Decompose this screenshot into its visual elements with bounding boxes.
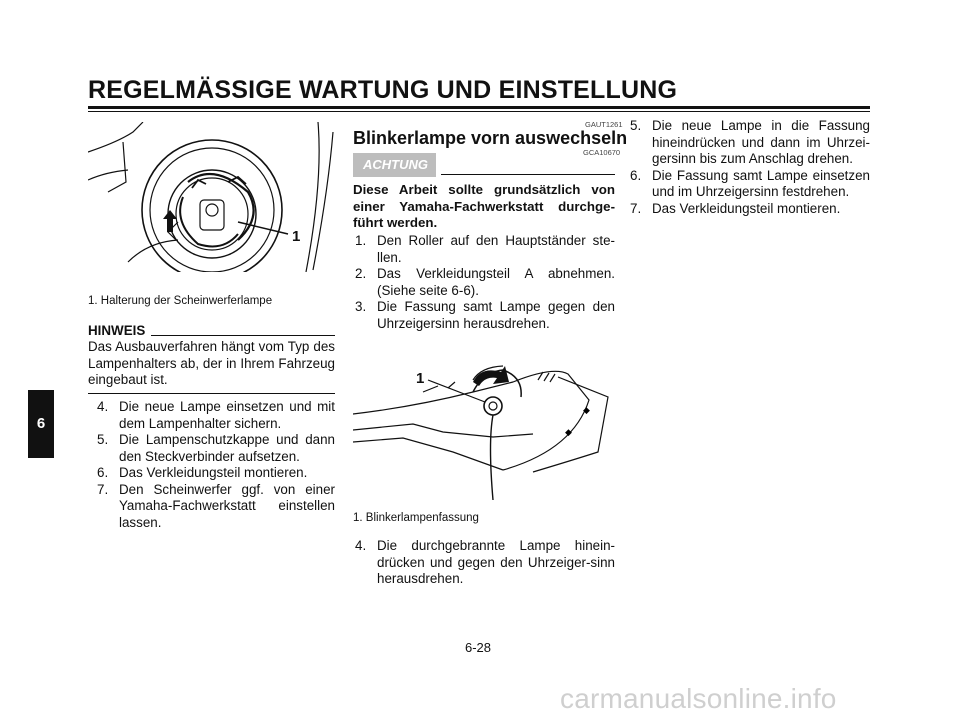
- left-steps-list: [97, 399, 335, 531]
- caution-rule: [441, 174, 615, 175]
- list-item: 4. Die neue Lampe einsetzen und mit dem Lampenhalter sichern.: [97, 399, 335, 431]
- list-item: 7. Das Verkleidungsteil montieren.: [630, 200, 841, 216]
- note-heading-rule: [151, 335, 335, 336]
- page-title: REGELMÄSSIGE WARTUNG UND EINSTELLUNG: [88, 76, 678, 104]
- arrow-up-icon: [163, 210, 177, 232]
- turn-signal-figure: [353, 352, 615, 500]
- list-item: 6. Die Fassung samt Lampe einsetzen und im Uhrzeigersinn festdrehen.: [630, 167, 870, 199]
- figure-caption: 1. Halterung der Scheinwerferlampe: [88, 295, 273, 307]
- chapter-tab[interactable]: 6: [28, 390, 54, 458]
- caution-code: GCA10670: [583, 148, 621, 157]
- title-rule-thin: [88, 111, 870, 112]
- page-number: 6-28: [465, 640, 492, 655]
- list-item: 5. Die Lampenschutzkappe und dann den Steckverbinder aufsetzen.: [97, 432, 335, 464]
- rotate-arrow-icon: [473, 366, 509, 386]
- section-heading: Blinkerlampe vorn auswechseln: [353, 128, 628, 148]
- list-item: 6. Das Verkleidungsteil montieren.: [97, 465, 308, 480]
- list-item: 7. Den Scheinwerfer ggf. von einer Yamaha-Fachwerkstatt einstellen lassen.: [97, 481, 335, 530]
- figure-caption: 1. Blinkerlampenfassung: [353, 512, 479, 524]
- headlight-figure: [88, 122, 338, 272]
- list-item: 2. Das Verkleidungsteil A abnehmen. (Siehe seite 6-6).: [355, 266, 615, 298]
- figure-callout-number: 1: [416, 370, 425, 387]
- note-block: [88, 323, 335, 394]
- middle-steps-after-list: [355, 538, 615, 588]
- list-item: 4. Die durchgebrannte Lampe hinein-drücken und gegen den Uhrzeiger-sinn herausdrehen.: [355, 538, 615, 586]
- section-code: GAUT1261: [585, 120, 623, 129]
- list-item: 1. Den Roller auf den Hauptständer ste-llen.: [355, 233, 615, 265]
- watermark: carmanualsonline.info: [560, 683, 837, 714]
- note-text: Das Ausbauverfahren hängt vom Typ des Lampenhalters ab, der in Ihrem Fahrzeug eingebaut ist.: [88, 339, 335, 387]
- caution-text: Diese Arbeit sollte grundsätzlich von einer Yamaha-Fachwerkstatt durchge-führt werden.: [353, 182, 615, 230]
- screw-marker: ◆: [583, 405, 590, 415]
- right-steps-list: [630, 118, 870, 217]
- caution-label: ACHTUNG: [363, 157, 428, 172]
- figure-callout-number: 1: [292, 228, 301, 245]
- list-item: 5. Die neue Lampe in die Fassung hineindrücken und dann im Uhrzei-gersinn bis zum Anschlag drehen.: [630, 118, 870, 166]
- headlight-bulb-holder-illustration: [88, 122, 338, 272]
- note-end-rule: [88, 393, 335, 394]
- turn-signal-socket-illustration: [353, 352, 615, 500]
- middle-steps-list: [355, 233, 615, 332]
- list-item: 3. Die Fassung samt Lampe gegen den Uhrzeigersinn herausdrehen.: [355, 299, 615, 331]
- screw-marker: ◆: [565, 427, 572, 437]
- title-rule: [88, 106, 870, 109]
- note-heading: HINWEIS: [88, 323, 146, 338]
